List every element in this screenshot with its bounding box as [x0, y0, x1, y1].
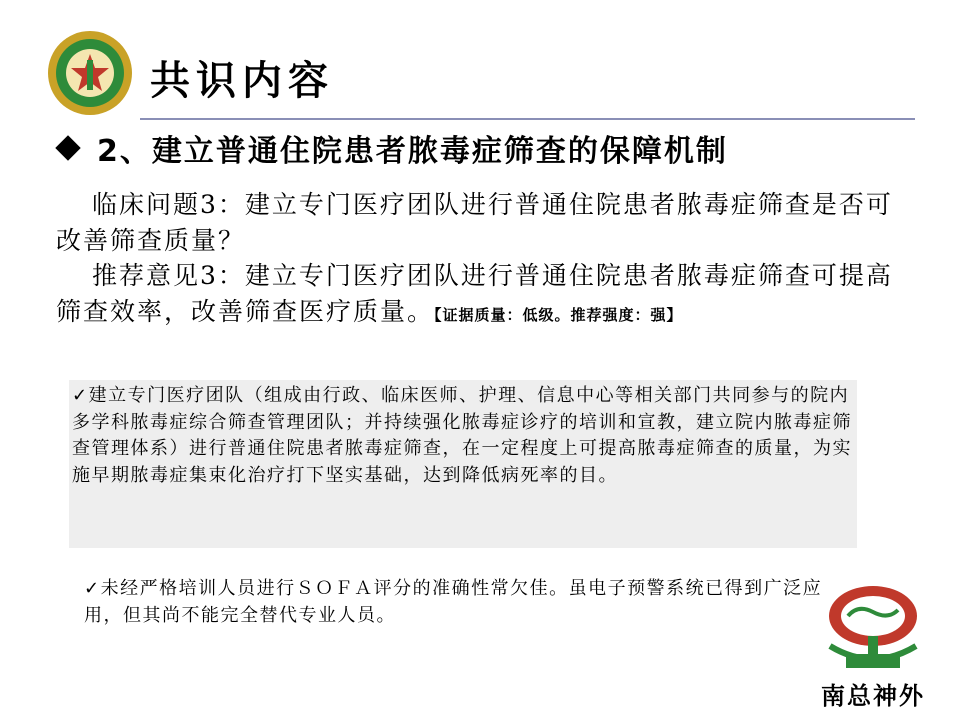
check-icon: ✓	[72, 385, 89, 406]
brand-text: 南总神外	[821, 681, 925, 710]
title-divider	[140, 118, 915, 120]
recommendation-text: 推荐意见3：建立专门医疗团队进行普通住院患者脓毒症筛查可提高筛查效率，改善筛查医疗质量。	[56, 261, 893, 326]
recommendation	[56, 258, 901, 333]
bullet-item	[72, 383, 862, 489]
clinical-question	[56, 187, 901, 259]
page-title: 共识内容	[150, 58, 334, 104]
check-icon: ✓	[84, 578, 101, 599]
section-heading	[55, 126, 728, 170]
bullet-text: 未经严格培训人员进行ＳＯＦＡ评分的准确性常欠佳。虽电子预警系统已得到广泛应用，但其尚不能完全替代专业人员。	[84, 578, 823, 626]
hospital-emblem-icon	[47, 30, 133, 116]
bullet-item	[84, 576, 824, 629]
brain-logo-icon	[818, 580, 928, 712]
bullet-text: 建立专门医疗团队（组成由行政、临床医师、护理、信息中心等相关部门共同参与的院内多学科脓毒症综合筛查管理团队；并持续强化脓毒症诊疗的培训和宣教，建立院内脓毒症筛查管理体系）进行普通住院患者脓毒症筛查，在一定程度上可提高脓毒症筛查的质量，为实施早期脓毒症集束化治疗打下坚实基础，达到降低病死率的目。	[72, 385, 852, 486]
clinical-question-text: 临床问题3：建立专门医疗团队进行普通住院患者脓毒症筛查是否可改善筛查质量？	[56, 190, 893, 255]
section-heading-text: 2、建立普通住院患者脓毒症筛查的保障机制	[97, 134, 728, 169]
diamond-bullet-icon	[55, 135, 80, 160]
evidence-quality: 【证据质量：低级。推荐强度：强】	[434, 306, 683, 324]
